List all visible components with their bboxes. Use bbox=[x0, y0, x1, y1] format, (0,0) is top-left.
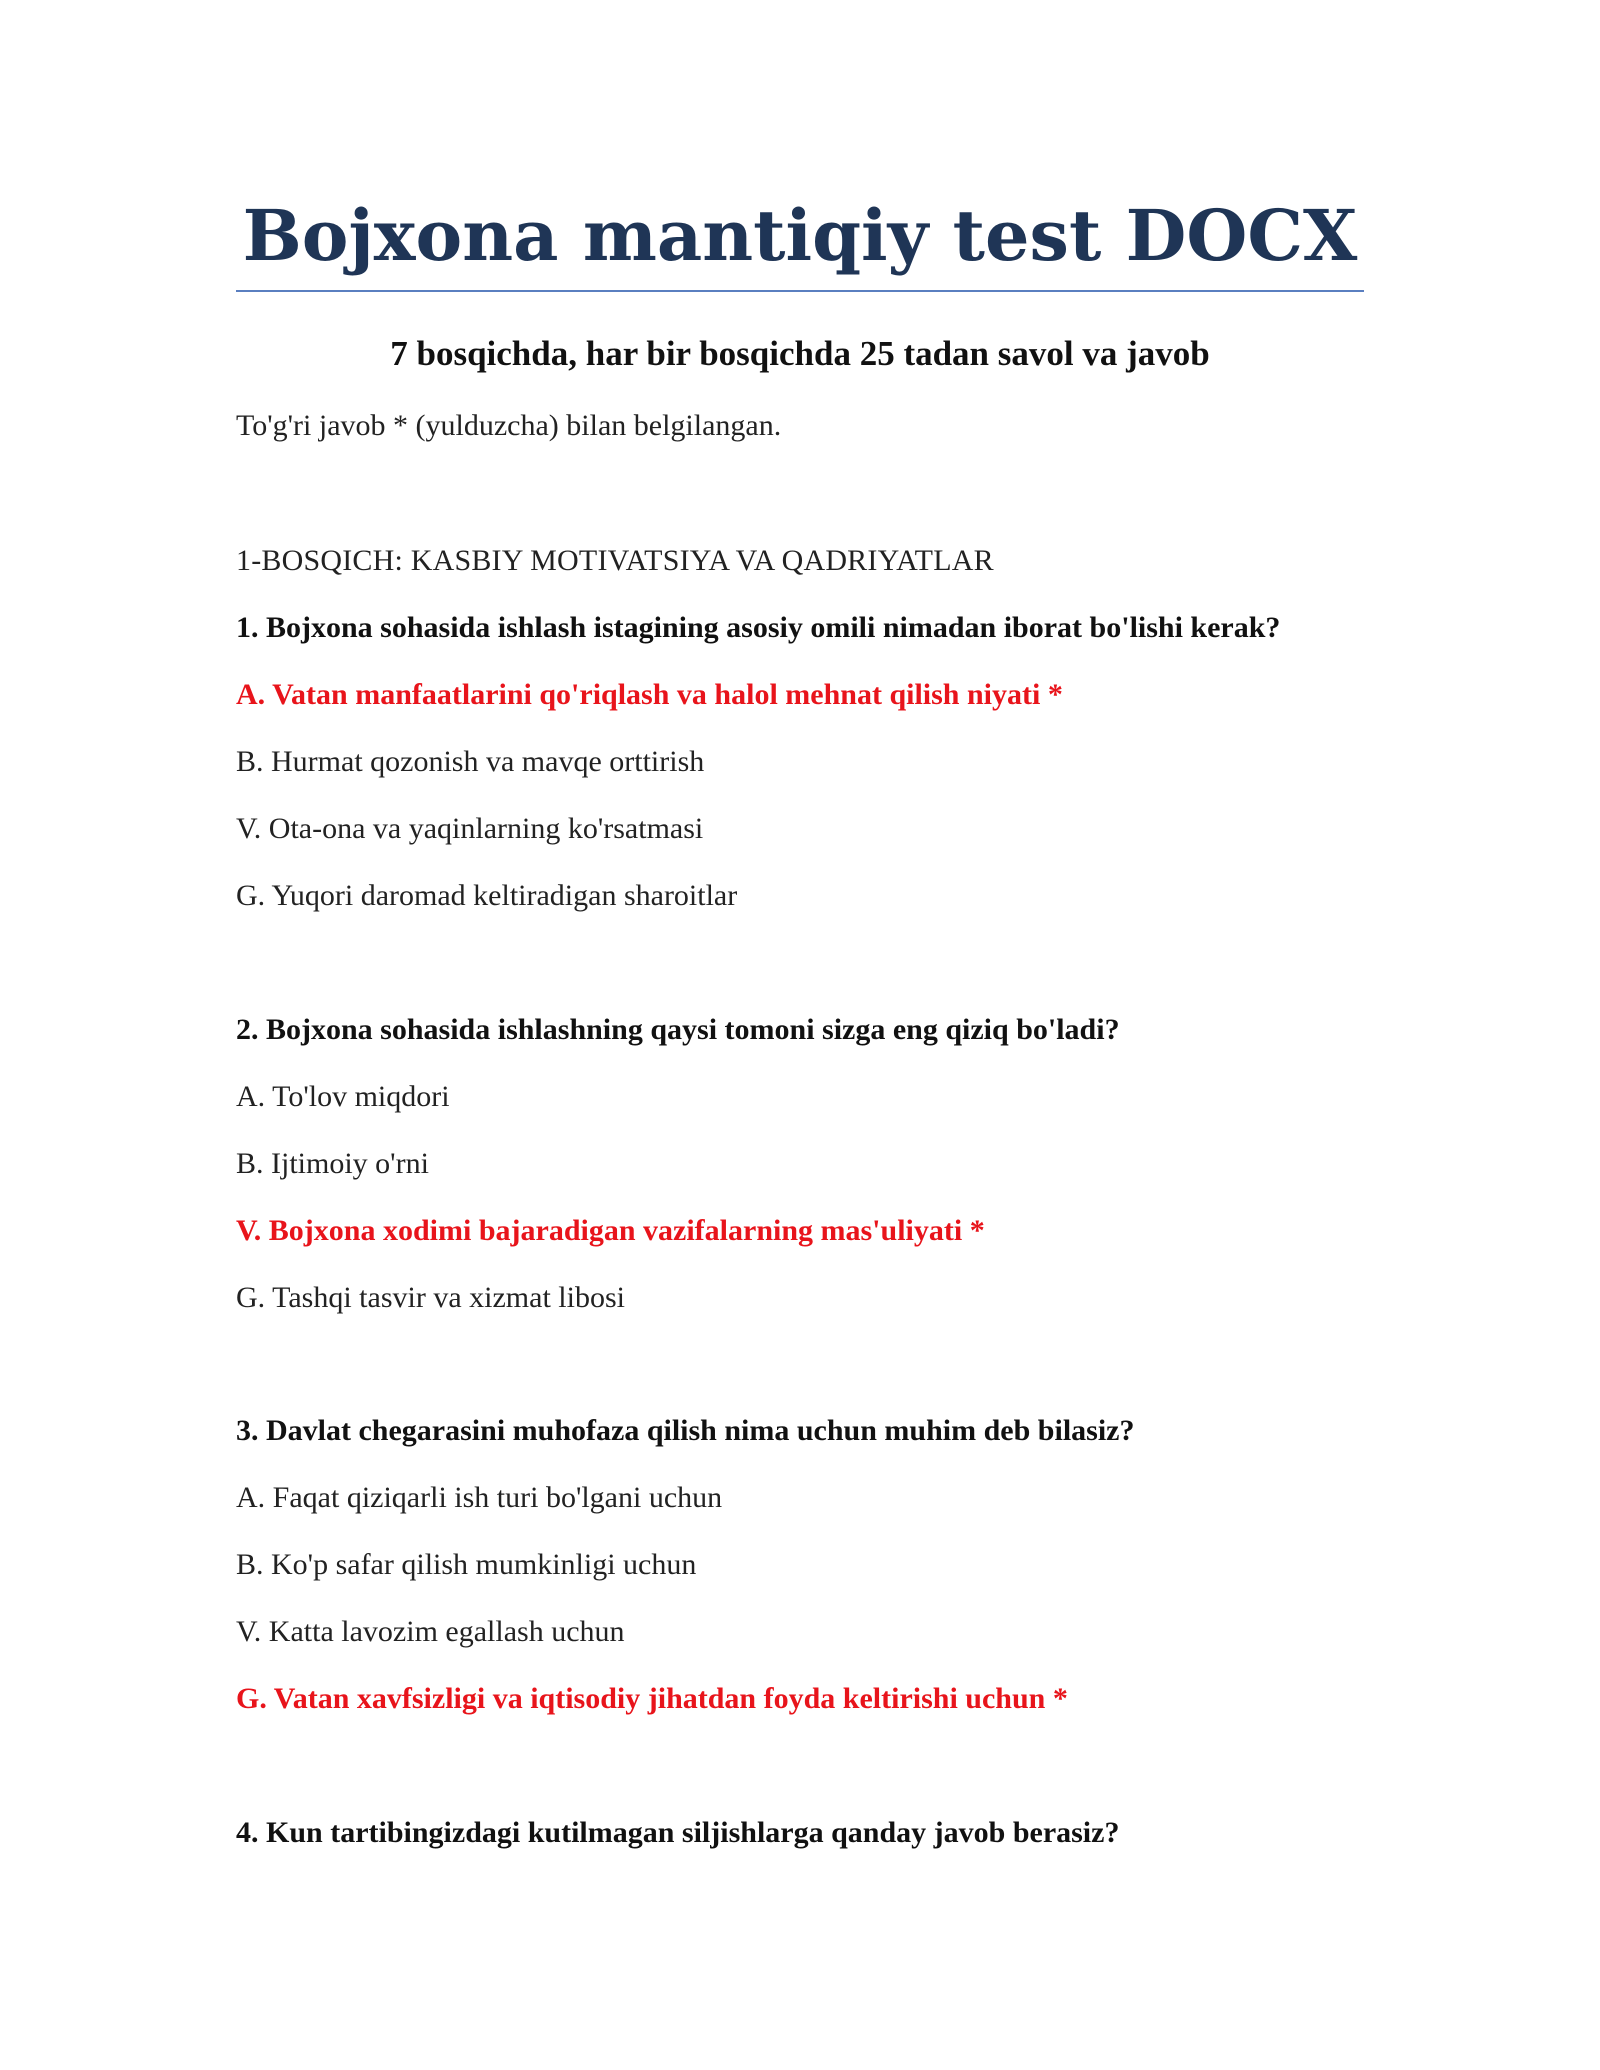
question-2: 2. Bojxona sohasida ishlashning qaysi tomoni sizga eng qiziq bo'ladi? bbox=[236, 1013, 1120, 1046]
title-divider bbox=[236, 290, 1364, 292]
question-2-option-b: B. Ijtimoiy o'rni bbox=[236, 1147, 429, 1180]
section-heading: 1-BOSQICH: KASBIY MOTIVATSIYA VA QADRIYATLAR bbox=[236, 544, 994, 577]
question-4: 4. Kun tartibingizdagi kutilmagan siljishlarga qanday javob berasiz? bbox=[236, 1816, 1120, 1849]
question-2-option-g: G. Tashqi tasvir va xizmat libosi bbox=[236, 1281, 625, 1314]
answer-key-note: To'g'ri javob * (yulduzcha) bilan belgilangan. bbox=[236, 409, 782, 442]
document-subtitle: 7 bosqichda, har bir bosqichda 25 tadan savol va javob bbox=[390, 334, 1210, 373]
document-title: Bojxona mantiqiy test DOCX bbox=[242, 194, 1358, 277]
question-2-option-v: V. Bojxona xodimi bajaradigan vazifalarning mas'uliyati * bbox=[236, 1214, 985, 1247]
question-1-option-g: G. Yuqori daromad keltiradigan sharoitlar bbox=[236, 879, 738, 912]
question-1-option-a: A. Vatan manfaatlarini qo'riqlash va halol mehnat qilish niyati * bbox=[236, 678, 1063, 711]
question-3-option-a: A. Faqat qiziqarli ish turi bo'lgani uchun bbox=[236, 1481, 723, 1514]
question-3-option-v: V. Katta lavozim egallash uchun bbox=[236, 1615, 625, 1648]
question-3-option-b: B. Ko'p safar qilish mumkinligi uchun bbox=[236, 1548, 697, 1581]
question-3: 3. Davlat chegarasini muhofaza qilish nima uchun muhim deb bilasiz? bbox=[236, 1414, 1135, 1447]
question-2-option-a: A. To'lov miqdori bbox=[236, 1080, 450, 1113]
question-1: 1. Bojxona sohasida ishlash istagining asosiy omili nimadan iborat bo'lishi kerak? bbox=[236, 611, 1281, 644]
question-1-option-b: B. Hurmat qozonish va mavqe orttirish bbox=[236, 745, 705, 778]
question-1-option-v: V. Ota-ona va yaqinlarning ko'rsatmasi bbox=[236, 812, 704, 845]
question-3-option-g: G. Vatan xavfsizligi va iqtisodiy jihatdan foyda keltirishi uchun * bbox=[236, 1682, 1068, 1715]
